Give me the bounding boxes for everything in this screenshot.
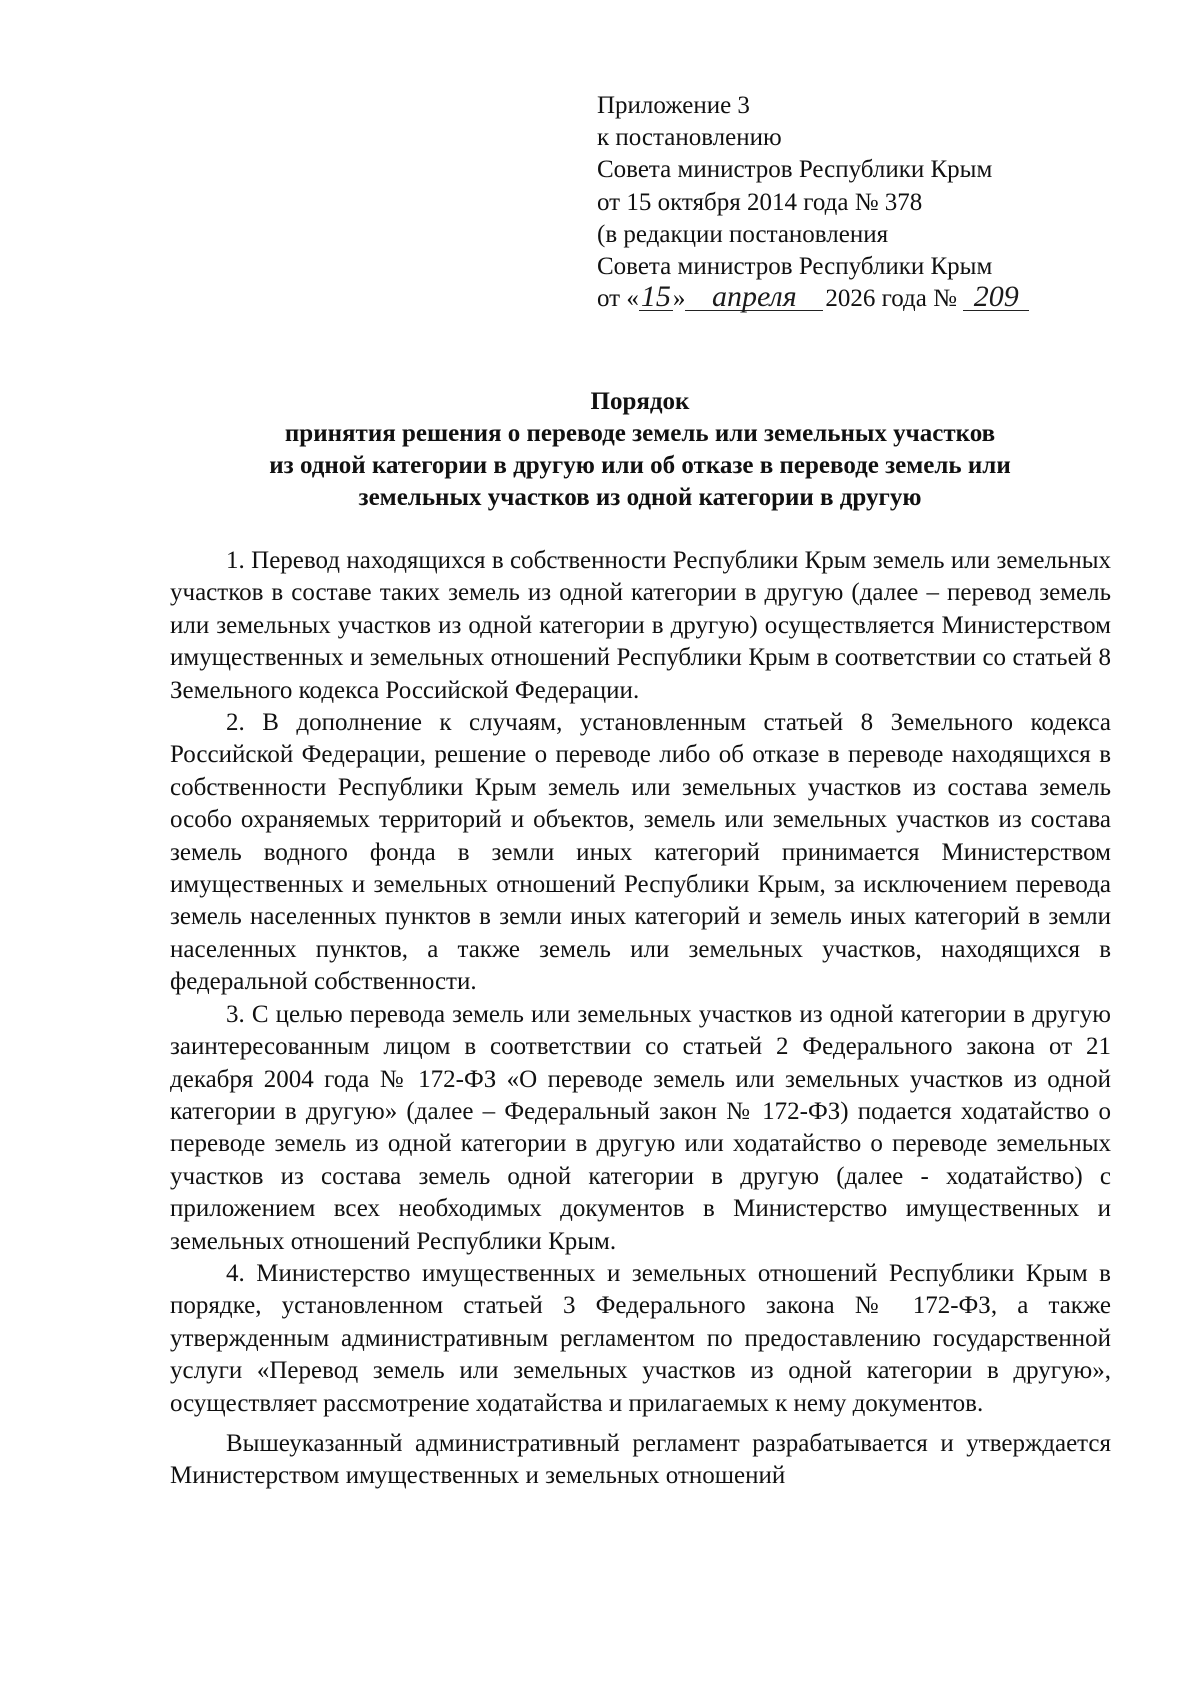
date-year: 2026 года № (825, 285, 957, 313)
paragraph-2: 2. В дополнение к случаям, установленным статьей 8 Земельного кодекса Российской Федерации, решение о переводе либо об отказе в переводе находящихся в собственности Республики Крым земель или земельных участков из состава земель особо охраняемых территорий и объектов, земель или земельных участков из состава земель водного фонда в земли иных категорий принимается Министерством имущественных и земельных отношений Республики Крым, за исключением перевода земель населенных пунктов в земли иных категорий и земель иных категорий в земли населенных пунктов, а также земель или земельных участков, находящихся в федеральной собственности. (170, 709, 1111, 996)
appendix-original-date: от 15 октября 2014 года № 378 (597, 188, 923, 216)
date-prefix: от « (597, 285, 639, 313)
title-line-2: принятия решения о переводе земель или земельных участков (284, 420, 996, 447)
paragraph-3: 3. С целью перевода земель или земельных участков из одной категории в другую заинтересованным лицом в соответствии со статьей 2 Федерального закона от 21 декабря 2004 года № 172-ФЗ «О переводе земель или земельных участков из одной категории в другую» (далее – Федеральный закон № 172-ФЗ) подается ходатайство о переводе земель из одной категории в другую или ходатайство о переводе земельных участков из состава земель одной категории в другую (далее - ходатайство) с приложением всех необходимых документов в Министерство имущественных и земельных отношений Республики Крым. (170, 1000, 1111, 1255)
appendix-to-resolution: к постановлению (597, 124, 782, 152)
appendix-edition-date (597, 280, 1117, 315)
handwritten-number: 209 (963, 284, 1029, 311)
appendix-council-2: Совета министров Республики Крым (597, 253, 993, 281)
paragraph-1: 1. Перевод находящихся в собственности Республики Крым земель или земельных участков в составе таких земель из одной категории в другую (далее – перевод земель или земельных участков из одной категории в другую) осуществляется Министерством имущественных и земельных отношений Республики Крым в соответствии со статьей 8 Земельного кодекса Российской Федерации. (170, 547, 1111, 704)
title-heading: Порядок (590, 388, 690, 415)
appendix-header (597, 90, 1117, 315)
document-title (150, 386, 1130, 514)
document-body (170, 545, 1111, 1493)
title-line-3: из одной категории в другую или об отказе в переводе земель или (269, 452, 1011, 479)
paragraph-regulation: Вышеуказанный административный регламент разрабатывается и утверждается Министерством имущественных и земельных отношений (170, 1429, 1111, 1490)
handwritten-day: 15 (640, 280, 671, 314)
title-line-4: земельных участков из одной категории в другую (358, 484, 922, 511)
appendix-edition-note: (в редакции постановления (597, 220, 889, 248)
handwritten-month: апреля (685, 284, 823, 311)
date-quote-close: » (672, 285, 686, 313)
appendix-council: Совета министров Республики Крым (597, 156, 993, 184)
appendix-number: Приложение 3 (597, 92, 750, 119)
paragraph-4: 4. Министерство имущественных и земельных отношений Республики Крым в порядке, установленном статьей 3 Федерального закона № 172-ФЗ, а также утвержденным административным регламентом по предоставлению государственной услуги «Перевод земель или земельных участков из одной категории в другую», осуществляет рассмотрение ходатайства и прилагаемых к нему документов. (170, 1259, 1111, 1417)
